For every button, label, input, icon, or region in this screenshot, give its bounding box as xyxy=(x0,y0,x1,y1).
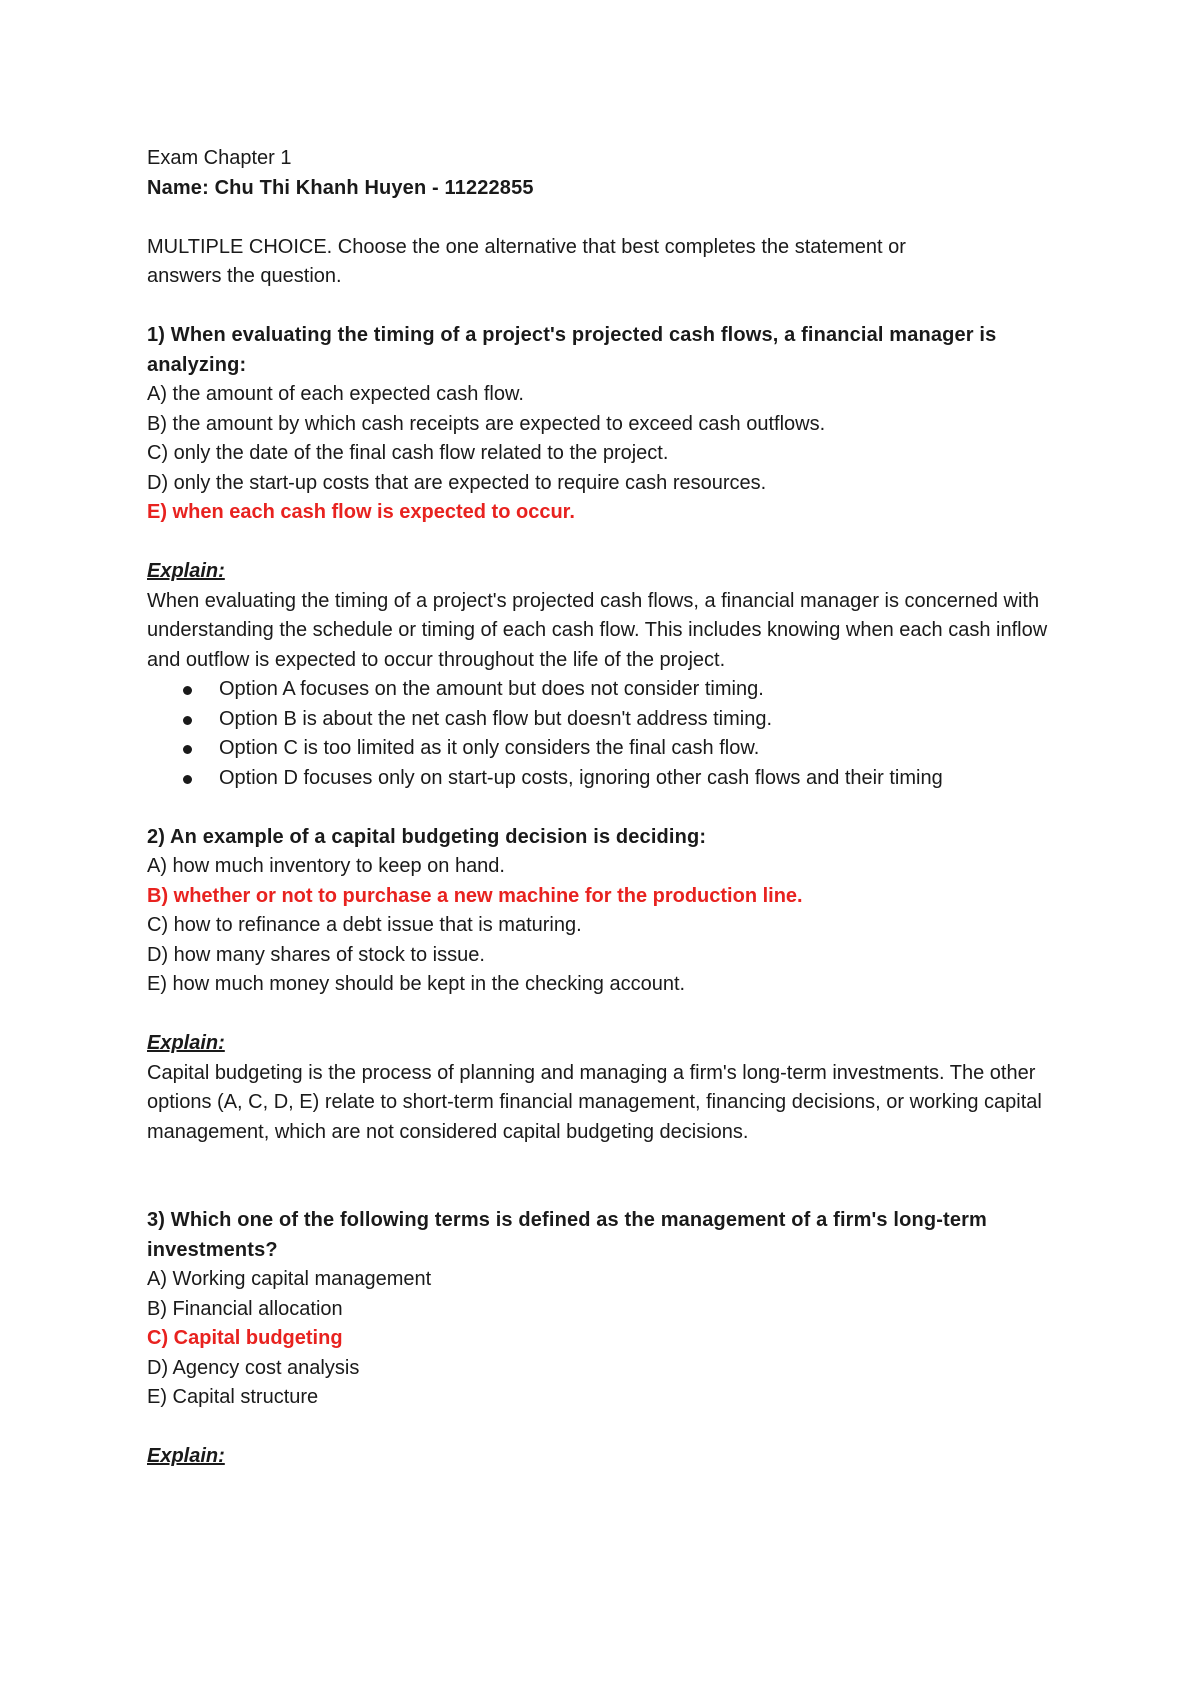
question-1-option-e-correct: E) when each cash flow is expected to occur. xyxy=(147,501,575,523)
bullet-icon xyxy=(183,716,192,725)
student-name: Name: Chu Thi Khanh Huyen - 11222855 xyxy=(147,176,534,199)
bullet-icon xyxy=(183,745,192,754)
question-2-option-d: D) how many shares of stock to issue. xyxy=(147,943,485,966)
question-1-option-c: C) only the date of the final cash flow related to the project. xyxy=(147,442,669,464)
question-1-option-a: A) the amount of each expected cash flow. xyxy=(147,383,524,405)
question-3-explain-label: Explain: xyxy=(147,1445,225,1467)
bullet-icon xyxy=(183,775,192,784)
question-3-option-e: E) Capital structure xyxy=(147,1386,319,1408)
question-1-text: 1) When evaluating the timing of a project's projected cash flows, a financial manager is analyzing: xyxy=(147,324,997,376)
question-1-option-b: B) the amount by which cash receipts are expected to exceed cash outflows. xyxy=(147,412,826,435)
question-3-option-b: B) Financial allocation xyxy=(147,1297,343,1320)
question-1-explanation: When evaluating the timing of a project's projected cash flows, a financial manager is concerned with understanding the schedule or timing of each cash flow. This includes knowing when each cash inflow and outflow is expected to occur throughout the life of the project. xyxy=(147,589,1048,671)
question-2-option-a: A) how much inventory to keep on hand. xyxy=(147,855,505,877)
question-2-option-b-correct: B) whether or not to purchase a new machine for the production line. xyxy=(147,884,803,907)
question-1-option-d: D) only the start-up costs that are expected to require cash resources. xyxy=(147,471,767,494)
question-2-option-c: C) how to refinance a debt issue that is maturing. xyxy=(147,914,582,936)
bullet-icon xyxy=(183,686,192,695)
question-1-bullet-list xyxy=(147,675,1077,793)
document-page xyxy=(147,144,1077,1472)
question-1-explain-label: Explain: xyxy=(147,560,225,582)
instructions: MULTIPLE CHOICE. Choose the one alternative that best completes the statement or answers the question. xyxy=(147,235,906,287)
question-2-option-e: E) how much money should be kept in the checking account. xyxy=(147,973,686,995)
question-2-text: 2) An example of a capital budgeting decision is deciding: xyxy=(147,825,707,848)
question-3-option-c-correct: C) Capital budgeting xyxy=(147,1327,343,1349)
question-3-option-d: D) Agency cost analysis xyxy=(147,1356,360,1379)
bullet-item: Option D focuses only on start-up costs, ignoring other cash flows and their timing xyxy=(183,764,1077,794)
bullet-item: Option B is about the net cash flow but doesn't address timing. xyxy=(183,705,1077,735)
question-2-explain-label: Explain: xyxy=(147,1032,225,1054)
question-2-explanation: Capital budgeting is the process of planning and managing a firm's long-term investments. The other options (A, C, D, E) relate to short-term financial management, financing decisions, or working capital management, which are not considered capital budgeting decisions. xyxy=(147,1061,1042,1143)
bullet-item: Option A focuses on the amount but does not consider timing. xyxy=(183,675,1077,705)
bullet-item: Option C is too limited as it only considers the final cash flow. xyxy=(183,734,1077,764)
question-3-text: 3) Which one of the following terms is defined as the management of a firm's long-term investments? xyxy=(147,1209,987,1261)
question-3-option-a: A) Working capital management xyxy=(147,1268,432,1290)
document-title: Exam Chapter 1 xyxy=(147,147,292,169)
